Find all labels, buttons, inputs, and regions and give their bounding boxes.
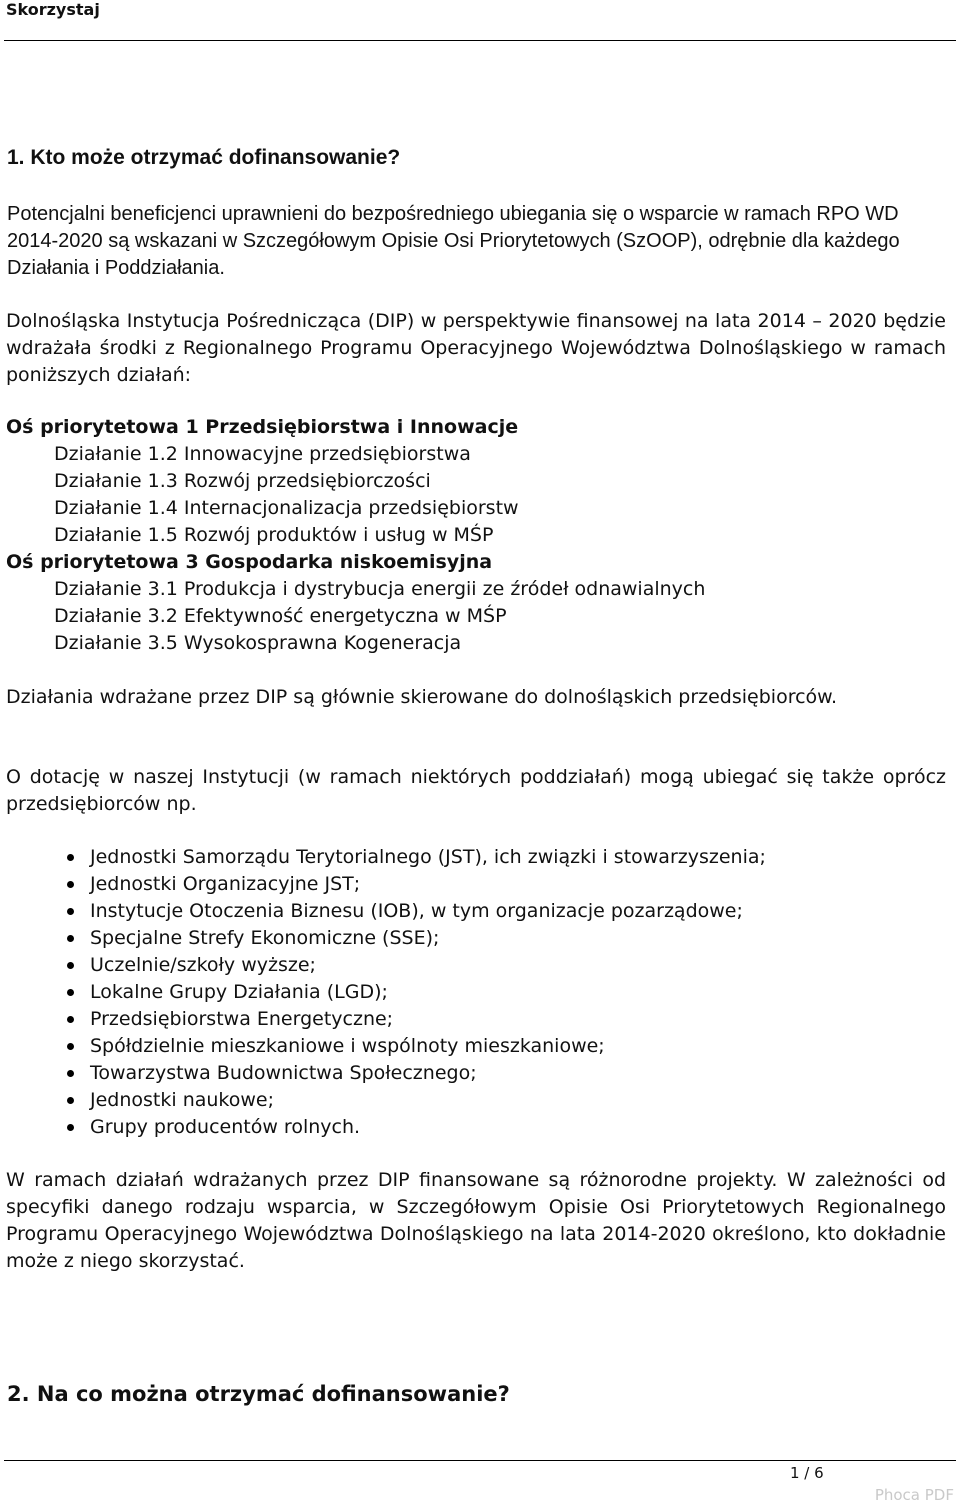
list-item: Towarzystwa Budownictwa Społecznego;	[90, 1060, 766, 1087]
priority-axis-1-title: Oś priorytetowa 1 Przedsiębiorstwa i Innowacje	[6, 416, 519, 438]
list-item: Uczelnie/szkoły wyższe;	[90, 952, 766, 979]
list-item: Przedsiębiorstwa Energetyczne;	[90, 1006, 766, 1033]
priority-axis-3-title: Oś priorytetowa 3 Gospodarka niskoemisyjna	[6, 551, 493, 573]
footer-divider	[4, 1460, 956, 1461]
phoca-pdf-link[interactable]: Phoca PDF	[874, 1486, 954, 1504]
action-item: Działanie 1.4 Internacjonalizacja przedsiębiorstw	[54, 497, 519, 519]
action-item: Działanie 1.2 Innowacyjne przedsiębiorstwa	[54, 443, 471, 465]
intro-paragraph: Potencjalni beneficjenci uprawnieni do bezpośredniego ubiegania się o wsparcie w ramach RPO WD 2014-2020 są wskazani w Szczegółowym Opisie Osi Priorytetowych (SzOOP), odrębnie dla każdego Działania i Poddziałania.	[7, 203, 900, 279]
list-item: Instytucje Otoczenia Biznesu (IOB), w tym organizacje pozarządowe;	[90, 898, 766, 925]
section-2-heading: 2. Na co można otrzymać dofinansowanie?	[7, 1382, 510, 1406]
closing-paragraph: W ramach działań wdrażanych przez DIP finansowane są różnorodne projekty. W zależności od specyfiki danego rodzaju wsparcia, w Szczegółowym Opisie Osi Priorytetowych Regionalnego Programu Operacyjnego Województwa Dolnośląskiego na lata 2014-2020 określono, kto dokładnie może z niego skorzystać.	[6, 1169, 946, 1272]
action-item: Działanie 1.5 Rozwój produktów i usług w MŚP	[54, 524, 494, 546]
dip-paragraph: Dolnośląska Instytucja Pośrednicząca (DIP) w perspektywie finansowej na lata 2014 – 2020 będzie wdrażała środki z Regionalnego Programu Operacyjnego Województwa Dolnośląskiego w ramach poniższych działań:	[6, 310, 946, 386]
list-item: Jednostki naukowe;	[90, 1087, 766, 1114]
recipients-list	[66, 844, 766, 1141]
other-recipients-paragraph: O dotację w naszej Instytucji (w ramach niektórych poddziałań) mogą ubiegać się także oprócz przedsiębiorców np.	[6, 766, 946, 815]
priority-axes-list	[6, 414, 946, 657]
action-item: Działanie 3.2 Efektywność energetyczna w MŚP	[54, 605, 507, 627]
section-1-heading: 1. Kto może otrzymać dofinansowanie?	[7, 146, 401, 169]
action-item: Działanie 1.3 Rozwój przedsiębiorczości	[54, 470, 431, 492]
page-header-title: Skorzystaj	[6, 0, 100, 19]
list-item: Jednostki Organizacyjne JST;	[90, 871, 766, 898]
list-item: Jednostki Samorządu Terytorialnego (JST), ich związki i stowarzyszenia;	[90, 844, 766, 871]
action-item: Działanie 3.1 Produkcja i dystrybucja energii ze źródeł odnawialnych	[54, 578, 706, 600]
list-item: Grupy producentów rolnych.	[90, 1114, 766, 1141]
list-item: Spółdzielnie mieszkaniowe i wspólnoty mieszkaniowe;	[90, 1033, 766, 1060]
list-item: Lokalne Grupy Działania (LGD);	[90, 979, 766, 1006]
list-item: Specjalne Strefy Ekonomiczne (SSE);	[90, 925, 766, 952]
header-divider	[4, 40, 956, 41]
action-item: Działanie 3.5 Wysokosprawna Kogeneracja	[54, 632, 462, 654]
page-number: 1 / 6	[790, 1464, 824, 1482]
main-recipients-paragraph: Działania wdrażane przez DIP są głównie skierowane do dolnośląskich przedsiębiorców.	[6, 686, 837, 708]
